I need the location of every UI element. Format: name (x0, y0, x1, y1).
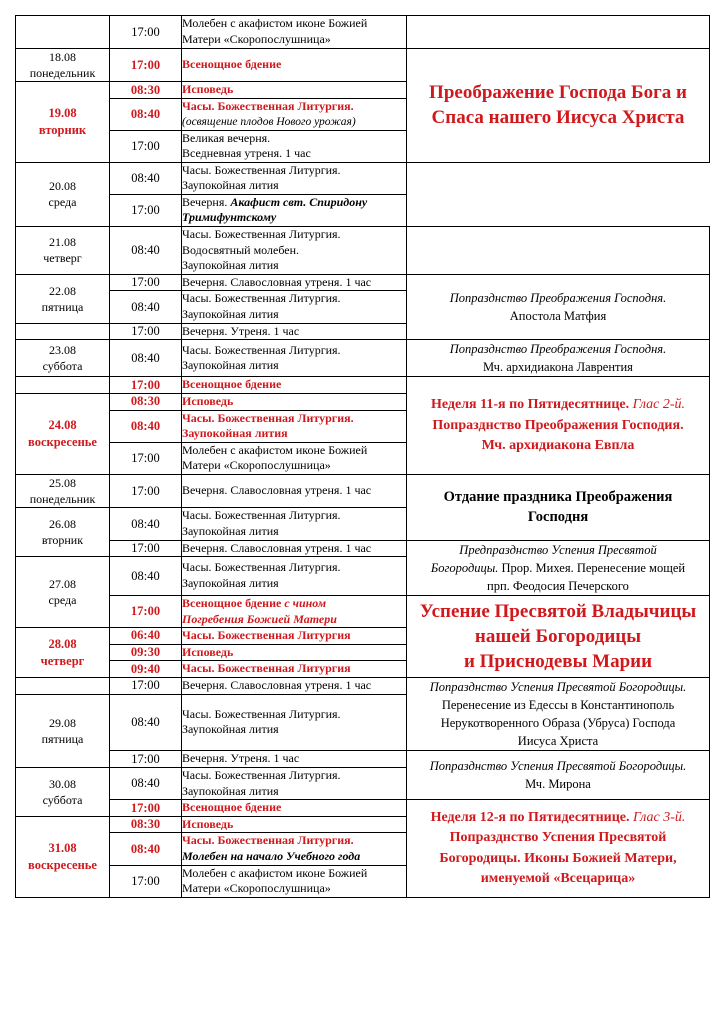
date-cell (16, 394, 110, 475)
time-cell: 17:00 (110, 194, 182, 226)
table-row (16, 595, 710, 627)
service-cell (182, 98, 407, 130)
date-label: 26.08 (49, 517, 76, 532)
feast-title-line (407, 808, 709, 828)
time-cell: 17:00 (110, 130, 182, 162)
time-cell: 17:00 (110, 595, 182, 627)
service-cell: Вечерня. Славословная утреня. 1 час (182, 274, 407, 291)
service-line: Вседневная утреня. 1 час (182, 146, 311, 161)
weekday-label: воскресенье (28, 435, 97, 450)
time-cell: 17:00 (110, 442, 182, 474)
time-cell: 08:40 (110, 508, 182, 540)
service-cell: Вечерня. Утреня. 1 час (182, 751, 407, 768)
service-line: Матери «Скоропослушница» (182, 881, 331, 896)
service-cell (182, 130, 407, 162)
feast-cell (407, 595, 710, 677)
time-cell: 17:00 (110, 377, 182, 394)
date-label: 18.08 (49, 50, 76, 64)
feast-cell (407, 16, 710, 49)
service-line: Часы. Божественная Литургия. (182, 508, 341, 523)
date-cell (16, 16, 110, 49)
date-label: 21.08 (49, 235, 76, 250)
feast-line: прп. Феодосия Печерского (487, 578, 629, 593)
date-label: 28.08 (48, 636, 77, 651)
date-cell (16, 508, 110, 557)
feast-title-line: Попразднство Успения Пресвятой (449, 830, 667, 846)
service-line: Часы. Божественная Литургия. (182, 560, 341, 575)
table-row (16, 194, 710, 226)
feast-line: Прор. Михея. Перенесение мощей (501, 560, 686, 575)
date-cell (16, 694, 110, 768)
feast-title-line: именуемой «Всецарица» (480, 870, 636, 886)
date-cell (16, 340, 110, 377)
service-cell: Вечерня. Славословная утреня. 1 час (182, 677, 407, 694)
date-cell (16, 628, 110, 678)
feast-cell (407, 677, 710, 751)
table-row (16, 540, 710, 557)
weekday-label: суббота (42, 792, 83, 807)
service-line: Часы. Божественная Литургия. (182, 291, 341, 306)
weekday-label: четверг (40, 653, 85, 668)
service-text-bold: Тримифунтскому (182, 210, 277, 225)
time-cell: 08:40 (110, 291, 182, 323)
feast-subtitle: Попразднство Успения Пресвятой Богородицы. (429, 759, 687, 774)
service-text-italic: Молебен на начало Учебного года (182, 849, 361, 863)
feast-title-line: нашей Богородицы (474, 625, 642, 647)
feast-line: Иисуса Христа (517, 734, 599, 749)
feast-subtitle: Попразднство Преображения Господня. (449, 290, 667, 305)
service-cell: Вечерня. Утреня. 1 час (182, 323, 407, 340)
weekday-label: пятница (41, 731, 84, 746)
time-cell: 08:40 (110, 340, 182, 377)
feast-title-line: Успение Пресвятой Владычицы (419, 600, 697, 622)
date-label: 24.08 (48, 418, 77, 433)
feast-subtitle: Предпразднство Успения Пресвятой (459, 542, 657, 557)
service-cell (182, 833, 407, 865)
feast-title-line: Отдание праздника Преображения (443, 489, 673, 506)
weekday-label: пятница (41, 299, 84, 314)
service-line: Часы. Божественная Литургия. (182, 833, 354, 848)
service-line: Молебен с акафистом иконе Божией (182, 442, 368, 457)
feast-title-line: Богородицы. Иконы Божией Матери, (439, 850, 677, 866)
service-line: Заупокойная лития (182, 783, 279, 798)
time-cell: 08:40 (110, 227, 182, 275)
feast-cell (407, 751, 710, 800)
feast-cell (407, 227, 710, 275)
service-note: (освящение плодов Нового урожая) (182, 115, 356, 128)
weekday-label: среда (48, 593, 77, 608)
service-line: Заупокойная лития (182, 178, 279, 193)
feast-line: Нерукотворенного Образа (Убруса) Господа (440, 716, 676, 731)
service-cell (182, 194, 407, 226)
weekday-label: понедельник (29, 492, 96, 507)
time-cell: 06:40 (110, 628, 182, 645)
service-line: Молебен с акафистом иконе Божией (182, 16, 368, 31)
date-cell (16, 162, 110, 226)
feast-title-line: Господня (527, 509, 589, 526)
date-cell (16, 82, 110, 162)
service-cell: Исповедь (182, 394, 407, 411)
feast-cell (407, 475, 710, 541)
feast-title-line: и Приснодевы Марии (463, 650, 653, 672)
feast-subtitle: Попразднство Преображения Господня. (449, 342, 667, 357)
service-line: Заупокойная лития (182, 358, 279, 373)
service-text-italic: с чином (284, 595, 327, 610)
feast-title-line: Спаса нашего Иисуса Христа (431, 107, 685, 129)
service-line: Часы. Божественная Литургия. (182, 98, 354, 113)
feast-cell (407, 49, 710, 163)
date-cell (16, 475, 110, 508)
service-cell (182, 162, 407, 194)
feast-cell (407, 340, 710, 377)
time-cell: 17:00 (110, 540, 182, 557)
service-cell (182, 865, 407, 897)
table-row (16, 16, 710, 49)
date-cell (16, 274, 110, 323)
service-line: Часы. Божественная Литургия. (182, 768, 341, 783)
time-cell: 09:30 (110, 644, 182, 661)
service-line: Часы. Божественная Литургия. (182, 410, 354, 425)
date-label: 29.08 (49, 715, 76, 730)
date-label: 25.08 (49, 476, 76, 491)
table-row (16, 377, 710, 394)
table-row (16, 274, 710, 291)
table-row (16, 49, 710, 82)
service-cell: Всенощное бдение (182, 800, 407, 817)
service-line: Часы. Божественная Литургия. (182, 227, 341, 242)
service-cell (182, 16, 407, 49)
service-cell: Всенощное бдение (182, 49, 407, 82)
weekday-label: понедельник (29, 66, 96, 81)
time-cell: 08:40 (110, 410, 182, 442)
table-row (16, 340, 710, 377)
weekday-label: вторник (38, 123, 87, 138)
service-cell (182, 410, 407, 442)
service-text-italic: Погребения Божией Матери (182, 611, 337, 626)
service-cell (182, 557, 407, 596)
feast-cell (407, 274, 710, 339)
feast-title-line: Попразднство Преображения Господия. (432, 417, 684, 433)
time-cell: 08:40 (110, 98, 182, 130)
service-line: Великая вечерня. (182, 130, 271, 145)
service-line: Заупокойная лития (182, 307, 279, 322)
table-row (16, 227, 710, 275)
time-cell: 17:00 (110, 49, 182, 82)
feast-cell (407, 540, 710, 595)
service-cell: Часы. Божественная Литургия (182, 661, 407, 678)
feast-tone: Глас 3-й. (633, 809, 686, 825)
service-cell: Исповедь (182, 816, 407, 833)
time-cell: 08:40 (110, 557, 182, 596)
service-cell (182, 595, 407, 627)
feast-week: Неделя 11-я по Пятидесятнице. (430, 397, 630, 413)
service-cell (182, 291, 407, 323)
time-cell: 08:40 (110, 162, 182, 194)
time-cell: 08:40 (110, 833, 182, 865)
time-cell: 17:00 (110, 865, 182, 897)
date-cell (16, 816, 110, 897)
service-line: Водосвятный молебен. (182, 242, 300, 257)
feast-title-line: Преображение Господа Бога и (429, 82, 687, 104)
time-cell: 08:30 (110, 394, 182, 411)
feast-tone: Глас 2-й. (632, 397, 685, 413)
feast-subtitle: Попразднство Успения Пресвятой Богородицы. (429, 679, 687, 694)
service-line: Заупокойная лития (182, 258, 279, 273)
date-label: 23.08 (49, 343, 76, 358)
service-line: Заупокойная лития (182, 576, 279, 591)
feast-line: Перенесение из Едессы в Константинополь (441, 698, 675, 713)
feast-line: Апостола Матфия (509, 309, 607, 324)
time-cell: 17:00 (110, 475, 182, 508)
table-row (16, 677, 710, 694)
date-label: 20.08 (49, 179, 76, 194)
table-row (16, 751, 710, 768)
time-cell: 17:00 (110, 274, 182, 291)
service-cell: Всенощное бдение (182, 377, 407, 394)
schedule-table (15, 15, 710, 898)
service-line: Часы. Божественная Литургия. (182, 162, 341, 177)
service-text: Всенощное бдение (182, 595, 282, 610)
time-cell: 08:30 (110, 82, 182, 99)
date-cell (16, 377, 110, 394)
service-cell (182, 442, 407, 474)
date-label: 19.08 (48, 106, 77, 121)
service-cell (182, 768, 407, 800)
service-line: Матери «Скоропослушница» (182, 458, 331, 473)
service-line: Молебен с акафистом иконе Божией (182, 865, 368, 880)
table-row (16, 162, 710, 194)
service-line: Матери «Скоропослушница» (182, 32, 331, 46)
service-text-bold: Акафист свт. Спиридону (230, 194, 368, 209)
table-row (16, 800, 710, 817)
time-cell: 17:00 (110, 751, 182, 768)
service-cell: Исповедь (182, 82, 407, 99)
feast-week: Неделя 12-я по Пятидесятнице. (430, 809, 630, 825)
date-cell (16, 557, 110, 628)
feast-line: Мч. архидиакона Лаврентия (483, 360, 633, 375)
service-line: Часы. Божественная Литургия. (182, 706, 341, 721)
date-cell (16, 677, 110, 694)
feast-line: Мч. Мирона (525, 777, 591, 792)
service-cell (182, 227, 407, 275)
date-cell (16, 323, 110, 340)
time-cell: 17:00 (110, 16, 182, 49)
weekday-label: воскресенье (28, 857, 97, 872)
date-label: 27.08 (49, 576, 76, 591)
service-line: Часы. Божественная Литургия. (182, 342, 341, 357)
table-row (16, 475, 710, 508)
weekday-label: четверг (43, 251, 82, 266)
time-cell: 17:00 (110, 323, 182, 340)
service-line: Заупокойная лития (182, 426, 288, 441)
date-cell (16, 49, 110, 82)
date-label: 22.08 (49, 283, 76, 298)
time-cell: 08:30 (110, 816, 182, 833)
weekday-label: вторник (41, 533, 84, 548)
service-cell: Часы. Божественная Литургия (182, 628, 407, 645)
service-cell (182, 340, 407, 377)
service-text: Вечерня. (182, 194, 228, 209)
time-cell: 17:00 (110, 800, 182, 817)
service-cell: Исповедь (182, 644, 407, 661)
service-cell: Вечерня. Славословная утреня. 1 час (182, 475, 407, 508)
feast-cell (407, 377, 710, 475)
feast-subtitle: Богородицы. (430, 560, 499, 575)
date-label: 31.08 (48, 840, 77, 855)
weekday-label: суббота (42, 359, 83, 374)
weekday-label: среда (48, 195, 77, 210)
time-cell: 17:00 (110, 677, 182, 694)
service-cell (182, 694, 407, 751)
service-line: Заупокойная лития (182, 524, 279, 538)
date-cell (16, 227, 110, 275)
feast-title-line: Мч. архидиакона Евпла (481, 437, 635, 453)
service-line: Заупокойная лития (182, 722, 279, 737)
feast-cell (407, 800, 710, 898)
time-cell: 09:40 (110, 661, 182, 678)
date-label: 30.08 (49, 776, 76, 791)
date-cell (16, 768, 110, 817)
service-cell: Вечерня. Славословная утреня. 1 час (182, 540, 407, 557)
time-cell: 08:40 (110, 694, 182, 751)
feast-title-line (407, 395, 709, 415)
service-cell (182, 508, 407, 540)
time-cell: 08:40 (110, 768, 182, 800)
